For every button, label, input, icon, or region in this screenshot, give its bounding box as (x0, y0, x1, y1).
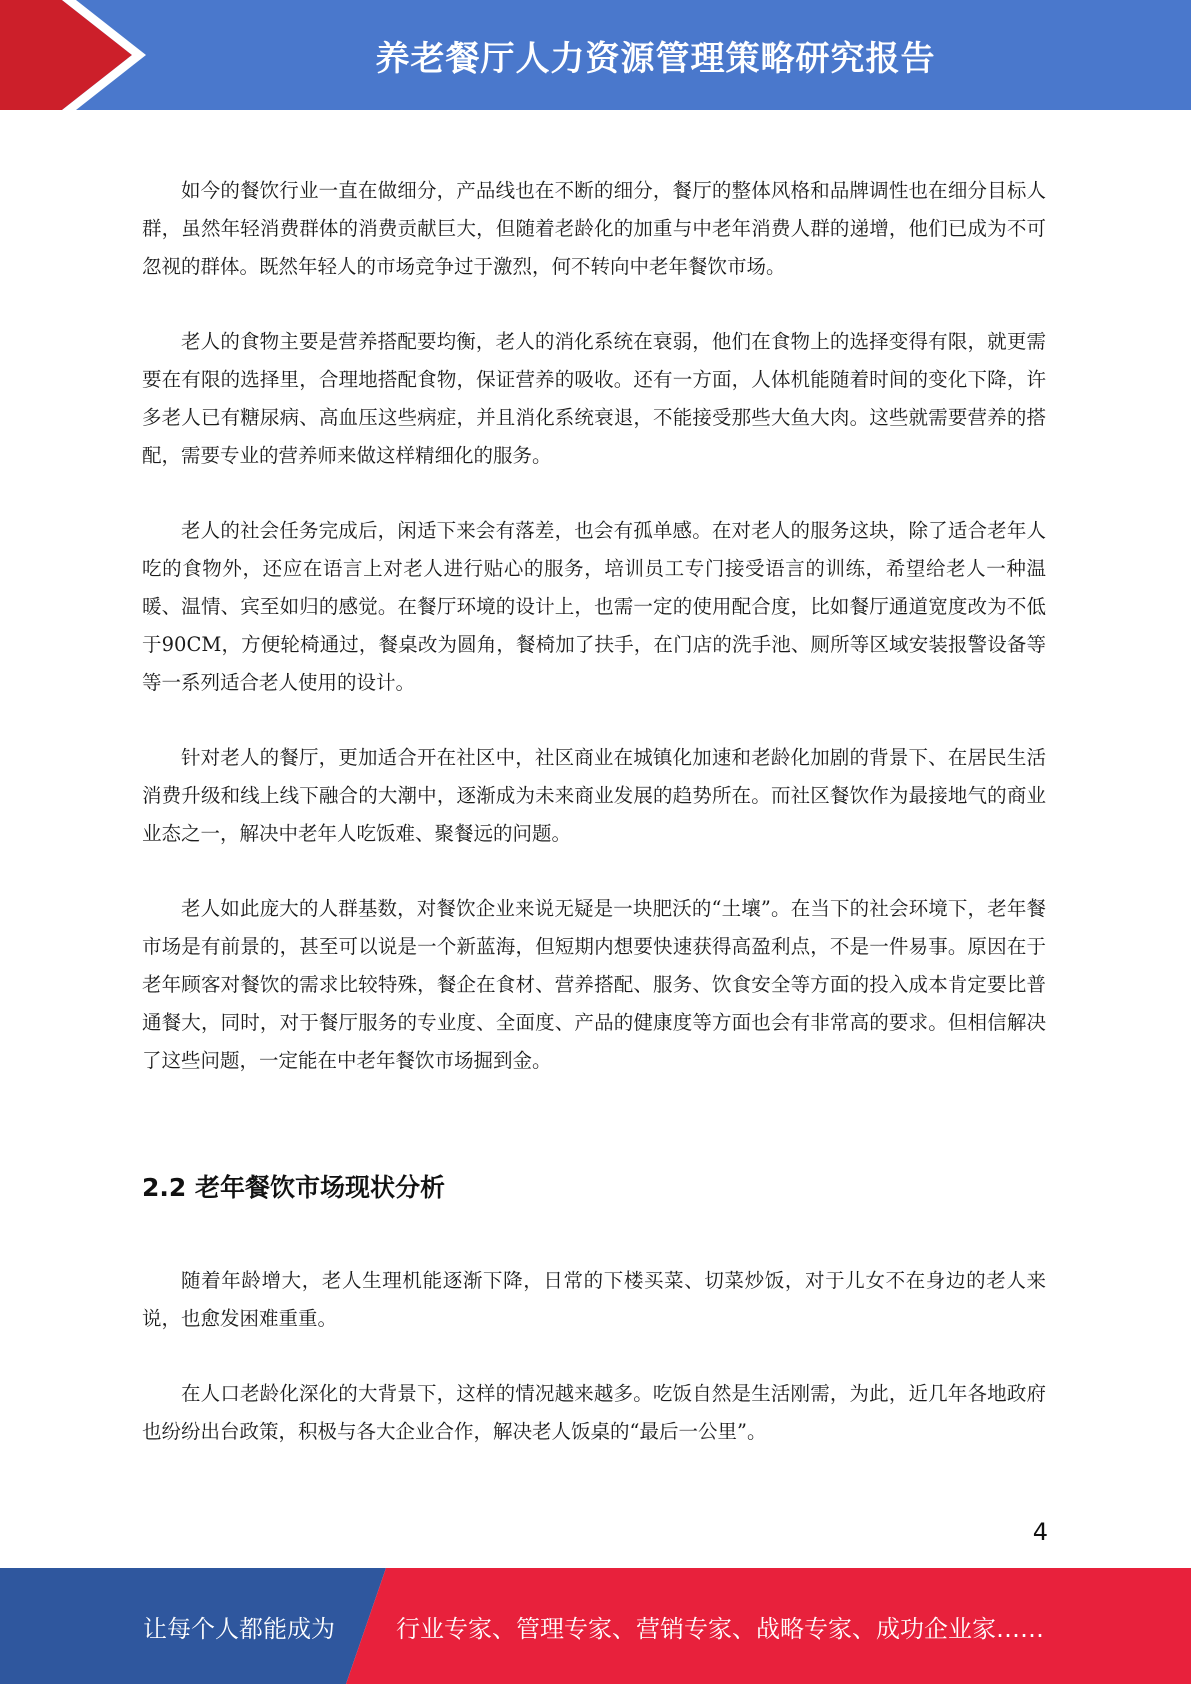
page-number: 4 (1032, 1518, 1048, 1546)
section-body-text (142, 1262, 1046, 1488)
section-heading: 2.2 老年餐饮市场现状分析 (142, 1173, 445, 1202)
footer-slogan-right: 行业专家、管理专家、营销专家、战略专家、成功企业家…… (396, 1614, 1044, 1643)
footer-slogan-left: 让每个人都能成为 (143, 1614, 335, 1643)
paragraph: 如今的餐饮行业一直在做细分，产品线也在不断的细分，餐厅的整体风格和品牌调性也在细分目标人群，虽然年轻消费群体的消费贡献巨大，但随着老龄化的加重与中老年消费人群的递增，他们已成为不可忽视的群体。既然年轻人的市场竞争过于激烈，何不转向中老年餐饮市场。 (142, 179, 1046, 278)
paragraph: 老人如此庞大的人群基数，对餐饮企业来说无疑是一块肥沃的“土壤”。在当下的社会环境下，老年餐市场是有前景的，甚至可以说是一个新蓝海，但短期内想要快速获得高盈利点，不是一件易事。原因在于老年顾客对餐饮的需求比较特殊，餐企在食材、营养搭配、服务、饮食安全等方面的投入成本肯定要比普通餐大，同时，对于餐厅服务的专业度、全面度、产品的健康度等方面也会有非常高的要求。但相信解决了这些问题，一定能在中老年餐饮市场掘到金。 (142, 897, 1046, 1072)
body-text (142, 172, 1046, 1117)
document-title: 养老餐厅人力资源管理策略研究报告 (375, 38, 936, 79)
paragraph: 老人的食物主要是营养搭配要均衡，老人的消化系统在衰弱，他们在食物上的选择变得有限，就更需要在有限的选择里，合理地搭配食物，保证营养的吸收。还有一方面，人体机能随着时间的变化下降，许多老人已有糖尿病、高血压这些病症，并且消化系统衰退，不能接受那些大鱼大肉。这些就需要营养的搭配，需要专业的营养师来做这样精细化的服务。 (142, 330, 1046, 467)
page-footer (0, 1568, 1191, 1684)
page-header (0, 0, 1191, 110)
paragraph: 在人口老龄化深化的大背景下，这样的情况越来越多。吃饭自然是生活刚需，为此，近几年各地政府也纷纷出台政策，积极与各大企业合作，解决老人饭桌的“最后一公里”。 (142, 1382, 1046, 1443)
chevron-arrow-icon (0, 0, 160, 110)
paragraph: 老人的社会任务完成后，闲适下来会有落差，也会有孤单感。在对老人的服务这块，除了适合老年人吃的食物外，还应在语言上对老人进行贴心的服务，培训员工专门接受语言的训练，希望给老人一种温暖、温情、宾至如归的感觉。在餐厅环境的设计上，也需一定的使用配合度，比如餐厅通道宽度改为不低于90CM，方便轮椅通过，餐桌改为圆角，餐椅加了扶手，在门店的洗手池、厕所等区域安装报警设备等等一系列适合老人使用的设计。 (142, 519, 1046, 694)
paragraph: 随着年龄增大，老人生理机能逐渐下降，日常的下楼买菜、切菜炒饭，对于儿女不在身边的老人来说，也愈发困难重重。 (142, 1269, 1046, 1330)
paragraph: 针对老人的餐厅，更加适合开在社区中，社区商业在城镇化加速和老龄化加剧的背景下、在居民生活消费升级和线上线下融合的大潮中，逐渐成为未来商业发展的趋势所在。而社区餐饮作为最接地气的商业业态之一，解决中老年人吃饭难、聚餐远的问题。 (142, 746, 1046, 845)
